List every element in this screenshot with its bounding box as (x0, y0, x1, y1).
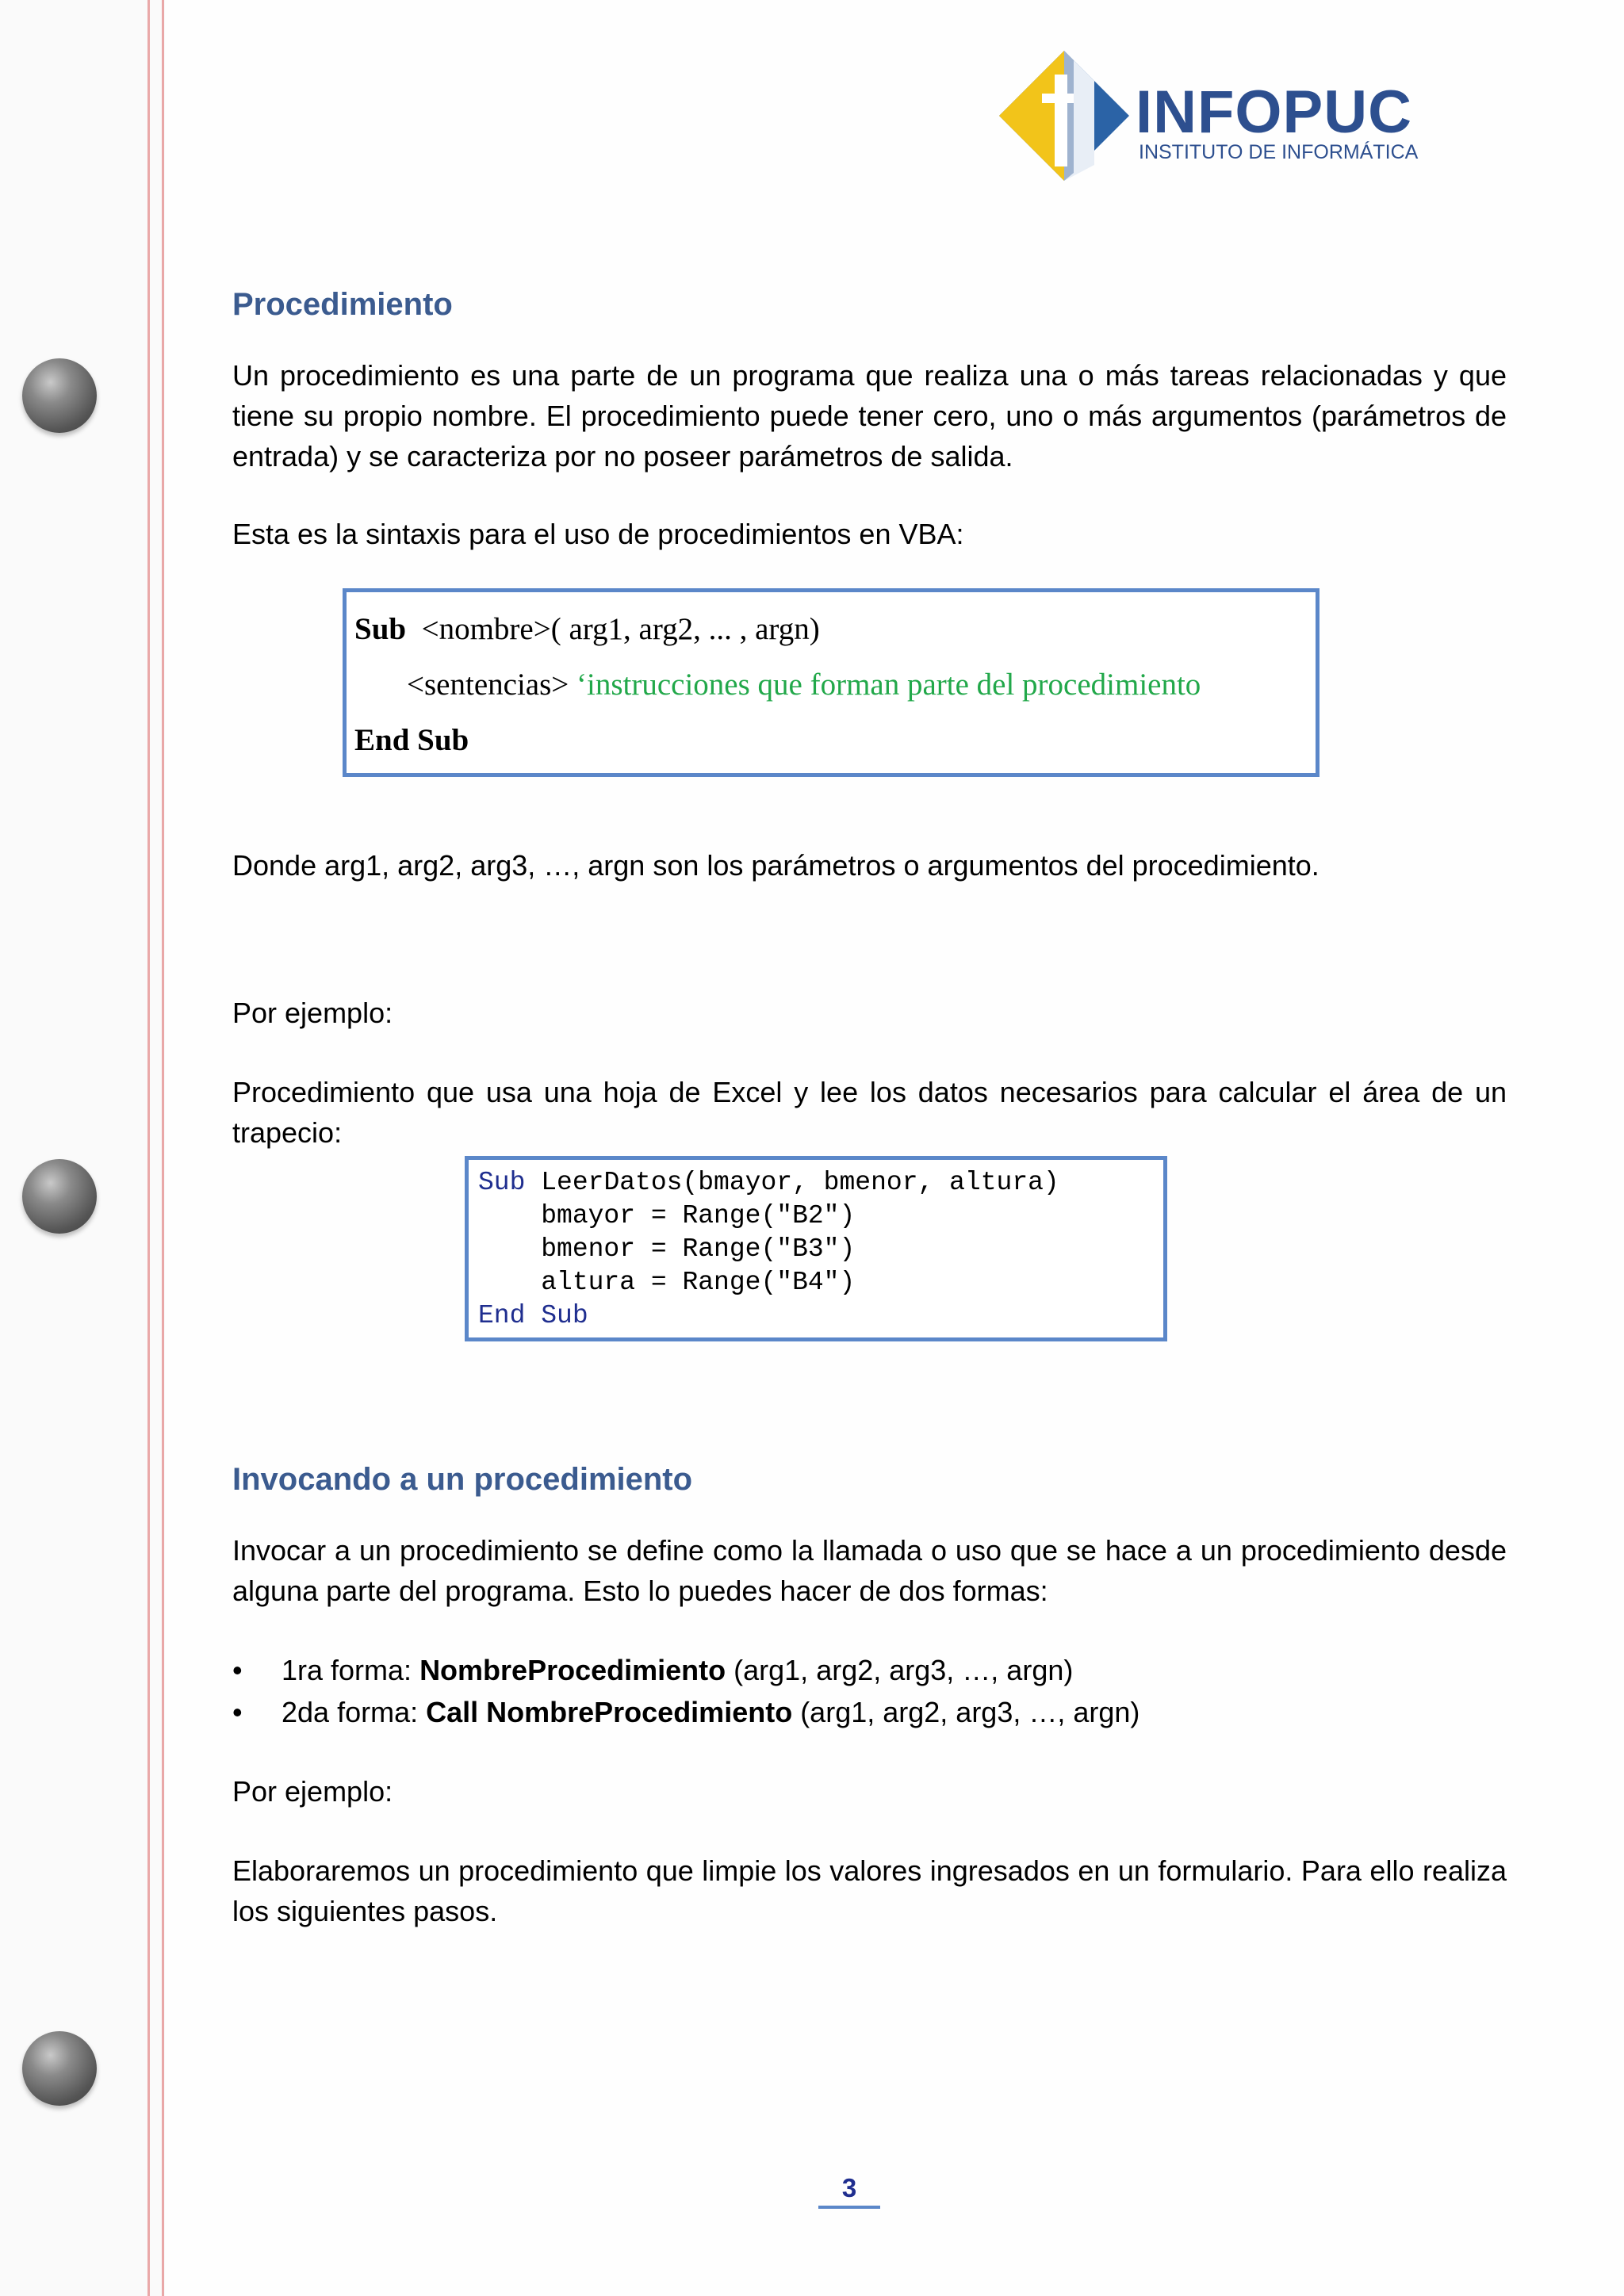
example-line-1 (478, 1168, 1059, 1197)
example-line-3: bmenor = Range("B3") (478, 1234, 856, 1264)
syntax-signature: <nombre>( arg1, arg2, ... , argn) (421, 612, 820, 646)
paragraph-example-label-2: Por ejemplo: (232, 1775, 393, 1808)
syntax-comment: ‘instrucciones que forman parte del procedimiento (576, 668, 1201, 702)
brand-name: INFOPUC (1136, 78, 1412, 146)
form-prefix: 1ra forma: (282, 1654, 420, 1686)
keyword-sub: Sub (478, 1168, 526, 1197)
paragraph-syntax-intro: Esta es la sintaxis para el uso de procedimientos en VBA: (232, 518, 964, 550)
paragraph-invocar: Invocar a un procedimiento se define como la llamada o uso que se hace a un procedimiento desde alguna parte del programa. Esto lo puedes hacer de dos formas: (232, 1534, 1507, 1607)
binder-hole (22, 1159, 97, 1234)
paragraph-example-label: Por ejemplo: (232, 997, 393, 1029)
diamond-logo-icon (994, 46, 1134, 186)
list-item-form-2 (232, 1691, 1507, 1733)
keyword-sub: Sub (541, 1301, 588, 1330)
keyword-sub: Sub (354, 612, 407, 646)
example-signature: LeerDatos(bmayor, bmenor, altura) (525, 1168, 1059, 1197)
margin-rule-line (162, 0, 164, 2296)
syntax-line-3: End Sub (354, 723, 469, 757)
form-name: Call NombreProcedimiento (426, 1696, 793, 1728)
section-heading-procedimiento: Procedimiento (232, 287, 453, 322)
example-line-2: bmayor = Range("B2") (478, 1201, 856, 1230)
infopuc-logo (994, 46, 1423, 186)
section-heading-invocando: Invocando a un procedimiento (232, 1462, 693, 1497)
keyword-end: End (478, 1301, 526, 1330)
paragraph-definition: Un procedimiento es una parte de un programa que realiza una o más tareas relacionadas y que tiene su propio nombre. El procedimiento puede tener cero, uno o más argumentos (parámetros de entrada) y se caracteriza por no poseer parámetros de salida. (232, 359, 1507, 473)
brand-subtitle: INSTITUTO DE INFORMÁTICA (1139, 141, 1419, 163)
syntax-sentencias: <sentencias> (407, 668, 569, 702)
invocation-forms-list (232, 1649, 1507, 1733)
paragraph-steps-intro: Elaboraremos un procedimiento que limpie los valores ingresados en un formulario. Para ello realiza los siguientes pasos. (232, 1854, 1507, 1927)
binder-hole (22, 358, 97, 433)
example-line-4: altura = Range("B4") (478, 1268, 856, 1297)
syntax-line-2 (407, 667, 1201, 702)
paragraph-example-desc: Procedimiento que usa una hoja de Excel y lee los datos necesarios para calcular el área de un trapecio: (232, 1076, 1507, 1149)
example-code-box (465, 1156, 1167, 1341)
binder-hole (22, 2031, 97, 2106)
margin-rule-line (147, 0, 150, 2296)
paragraph-arguments: Donde arg1, arg2, arg3, …, argn son los parámetros o argumentos del procedimiento. (232, 849, 1320, 882)
bullet-icon: • (232, 1654, 243, 1686)
syntax-line-1 (354, 611, 820, 647)
example-line-5 (478, 1301, 588, 1330)
bullet-icon: • (232, 1696, 243, 1728)
syntax-code-box (343, 588, 1320, 777)
form-args: (arg1, arg2, arg3, …, argn) (792, 1696, 1140, 1728)
list-item-form-1 (232, 1649, 1507, 1691)
form-prefix: 2da forma: (282, 1696, 427, 1728)
form-args: (arg1, arg2, arg3, …, argn) (726, 1654, 1074, 1686)
form-name: NombreProcedimiento (419, 1654, 726, 1686)
binder-margin (0, 0, 165, 2296)
page-number: 3 (818, 2171, 880, 2209)
